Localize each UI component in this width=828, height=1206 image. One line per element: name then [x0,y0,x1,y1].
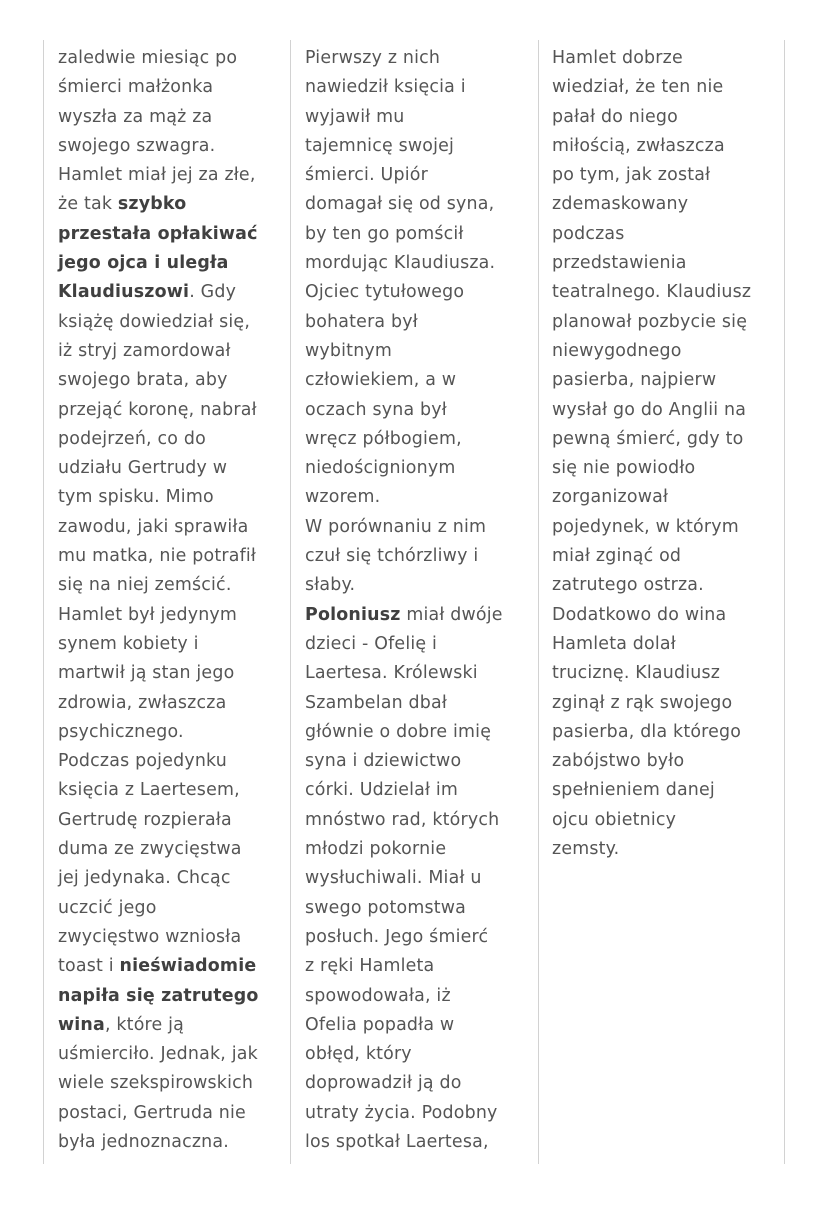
text-run: zdemaskowany [552,194,689,215]
text-run: by ten go pomścił [305,223,464,244]
text-line [552,689,751,718]
text-run: wybitnym [305,340,393,361]
text-line [552,366,751,395]
text-run: pojedynek, w którym [552,516,739,537]
text-line [552,190,751,219]
text-line [552,630,751,659]
text-line [305,894,503,923]
bold-text: jego ojca i uległa [58,253,229,274]
text-run: spowodowała, iż [305,985,451,1006]
text-run: wręcz półbogiem, [305,428,462,449]
bold-text: Klaudiuszowi [58,282,190,303]
text-run: wzorem. [305,487,381,508]
text-run: miał zginąć od [552,546,682,567]
bold-text: wina [58,1014,105,1035]
text-run: że tak [58,194,118,215]
text-run: zdrowia, zwłaszcza [58,692,227,713]
text-run: duma ze zwycięstwa [58,839,242,860]
text-run: ojcu obietnicy [552,809,677,830]
column-divider [538,40,539,1164]
text-line [305,718,503,747]
text-run: Ojciec tytułowego [305,282,465,303]
text-line [552,718,751,747]
text-line [58,161,259,190]
text-run: zemsty. [552,839,620,860]
text-line [552,454,751,483]
text-line [305,73,503,102]
bold-text: nieświadomie [119,956,257,977]
text-run: nawiedził księcia i [305,77,466,98]
text-line [58,982,259,1011]
text-line [552,513,751,542]
text-run: bohatera był [305,311,418,332]
text-run: utraty życia. Podobny [305,1102,498,1123]
text-run: śmierci. Upiór [305,165,428,186]
text-line [305,220,503,249]
text-run: syna i dziewictwo [305,751,462,772]
text-run: jej jedynaka. Chcąc [58,868,231,889]
text-run: człowiekiem, a w [305,370,457,391]
text-line [58,220,259,249]
text-line [58,923,259,952]
text-line [305,513,503,542]
text-run: zatrutego ostrza. [552,575,704,596]
text-line [305,864,503,893]
text-line [552,278,751,307]
text-line [58,337,259,366]
text-run: truciznę. Klaudiusz [552,663,721,684]
text-run: posłuch. Jego śmierć [305,926,489,947]
text-run: Ofelia popadła w [305,1014,455,1035]
text-run: wysłuchiwali. Miał u [305,868,482,889]
text-run: Hamleta dolał [552,633,676,654]
text-line [58,278,259,307]
text-run: obłęd, który [305,1044,412,1065]
text-run: młodzi pokornie [305,839,447,860]
text-line [305,1040,503,1069]
text-run: oczach syna był [305,399,447,420]
text-run: Hamlet dobrze [552,48,683,68]
text-line [58,1128,259,1157]
text-line [58,103,259,132]
text-line [552,337,751,366]
text-line [552,483,751,512]
text-line [58,630,259,659]
text-line [58,44,259,73]
text-run: spełnieniem danej [552,780,715,801]
text-run: teatralnego. Klaudiusz [552,282,752,303]
text-line [552,103,751,132]
text-line [552,161,751,190]
text-column-2 [305,44,503,1157]
text-run: toast i [58,956,120,977]
text-run: martwił ją stan jego [58,663,235,684]
text-run: podczas [552,223,625,244]
text-run: . Gdy [189,282,237,303]
text-run: zabójstwo było [552,751,685,772]
text-line [58,747,259,776]
text-run: słaby. [305,575,356,596]
text-line [58,396,259,425]
text-run: przedstawienia [552,253,687,274]
text-line [552,425,751,454]
text-run: podejrzeń, co do [58,428,206,449]
text-line [58,1099,259,1128]
text-line [58,1069,259,1098]
text-run: czuł się tchórzliwy i [305,546,479,567]
text-line [305,249,503,278]
bold-text: napiła się zatrutego [58,985,259,1006]
text-run: planował pozbycie się [552,311,748,332]
text-run: wysłał go do Anglii na [552,399,747,420]
text-run: udziału Gertrudy w [58,458,228,479]
text-line [305,806,503,835]
text-line [58,571,259,600]
text-line [552,73,751,102]
column-divider [784,40,785,1164]
text-line [305,483,503,512]
text-line [305,659,503,688]
text-line [305,454,503,483]
column-divider [43,40,44,1164]
text-run: pałał do niego [552,106,679,127]
text-run: tajemnicę swojej [305,135,455,156]
text-run: pasierba, dla którego [552,721,742,742]
text-line [552,308,751,337]
text-run: niedoścignionym [305,458,456,479]
text-run: Hamlet był jedynym [58,604,238,625]
text-line [305,982,503,1011]
text-line [552,132,751,161]
text-run: synem kobiety i [58,633,199,654]
text-run: Hamlet miał jej za złe, [58,165,256,186]
text-line [552,396,751,425]
text-run: domagał się od syna, [305,194,495,215]
text-run: tym spisku. Mimo [58,487,214,508]
text-run: zwycięstwo wzniosła [58,926,242,947]
text-line [552,747,751,776]
text-run: mnóstwo rad, których [305,809,500,830]
text-run: niewygodnego [552,340,682,361]
text-run: los spotkał Laertesa, [305,1131,489,1152]
text-line [58,132,259,161]
text-line [305,396,503,425]
text-run: po tym, jak został [552,165,711,186]
text-run: córki. Udzielał im [305,780,459,801]
text-run: wyszła za mąż za [58,106,213,127]
text-line [305,571,503,600]
text-line [552,44,751,73]
text-line [305,308,503,337]
text-line [305,103,503,132]
text-run: W porównaniu z nim [305,516,487,537]
text-run: była jednoznaczna. [58,1131,229,1152]
column-divider [290,40,291,1164]
text-line [552,571,751,600]
text-line [58,483,259,512]
text-line [305,689,503,718]
text-line [58,249,259,278]
text-run: mu matka, nie potrafił [58,546,257,567]
text-line [58,835,259,864]
text-run: wiele szekspirowskich [58,1073,254,1094]
text-line [58,73,259,102]
text-line [58,864,259,893]
text-line [58,689,259,718]
text-run: , które ją [104,1014,185,1035]
text-line [58,190,259,219]
text-line [552,659,751,688]
text-run: uśmierciło. Jednak, jak [58,1044,258,1065]
text-run: Laertesa. Królewski [305,663,478,684]
text-run: swojego brata, aby [58,370,228,391]
text-run: Dodatkowo do wina [552,604,727,625]
text-run: z ręki Hamleta [305,956,435,977]
text-run: swojego szwagra. [58,135,216,156]
text-line [305,44,503,73]
bold-text: szybko [117,194,187,215]
text-line [58,659,259,688]
text-line [552,542,751,571]
text-run: księcia z Laertesem, [58,780,240,801]
text-line [552,806,751,835]
text-line [58,718,259,747]
text-run: Szambelan dbał [305,692,448,713]
text-line [58,1011,259,1040]
bold-text: Poloniusz [305,604,401,625]
text-line [305,952,503,981]
text-run: wyjawił mu [305,106,405,127]
text-line [305,630,503,659]
text-line [58,806,259,835]
text-run: pasierba, najpierw [552,370,717,391]
text-line [305,1069,503,1098]
text-line [552,249,751,278]
text-run: Podczas pojedynku [58,751,228,772]
text-line [58,454,259,483]
text-line [305,337,503,366]
text-run: zorganizował [552,487,669,508]
text-line [552,220,751,249]
text-line [305,1011,503,1040]
text-line [58,542,259,571]
text-run: iż stryj zamordował [58,340,231,361]
text-column-1 [58,44,259,1157]
text-run: śmierci małżonka [58,77,214,98]
text-run: mordując Klaudiusza. [305,253,496,274]
text-line [58,1040,259,1069]
text-line [305,161,503,190]
text-line [58,308,259,337]
text-line [305,1128,503,1157]
text-line [305,366,503,395]
text-run: głównie o dobre imię [305,721,492,742]
text-line [58,894,259,923]
text-run: dzieci - Ofelię i [305,633,438,654]
text-line [305,835,503,864]
text-line [305,542,503,571]
text-line [58,776,259,805]
text-run: Pierwszy z nich [305,48,441,68]
text-line [58,513,259,542]
text-line [305,776,503,805]
text-run: swego potomstwa [305,897,467,918]
text-line [58,366,259,395]
text-line [58,601,259,630]
text-run: się nie powiodło [552,458,696,479]
text-run: Gertrudę rozpierała [58,809,232,830]
text-line [552,835,751,864]
text-run: pewną śmierć, gdy to [552,428,744,449]
text-run: się na niej zemścić. [58,575,232,596]
text-run: psychicznego. [58,721,184,742]
text-line [58,425,259,454]
text-run: przejąć koronę, nabrał [58,399,257,420]
text-line [552,776,751,805]
text-run: wiedział, że ten nie [552,77,724,98]
text-run: postaci, Gertruda nie [58,1102,246,1123]
text-line [305,132,503,161]
text-line [305,747,503,776]
text-run: zawodu, jaki sprawiła [58,516,249,537]
text-line [305,1099,503,1128]
bold-text: przestała opłakiwać [58,223,258,244]
text-run: miłością, zwłaszcza [552,135,725,156]
text-run: zginął z rąk swojego [552,692,733,713]
text-line [305,278,503,307]
text-run: doprowadził ją do [305,1073,462,1094]
text-line [58,952,259,981]
text-column-3 [552,44,751,864]
text-run: zaledwie miesiąc po [58,48,238,68]
text-line [552,601,751,630]
text-run: uczcić jego [58,897,157,918]
text-run: miał dwóje [400,604,503,625]
text-line [305,190,503,219]
text-line [305,923,503,952]
text-line [305,601,503,630]
text-line [305,425,503,454]
text-run: książę dowiedział się, [58,311,251,332]
